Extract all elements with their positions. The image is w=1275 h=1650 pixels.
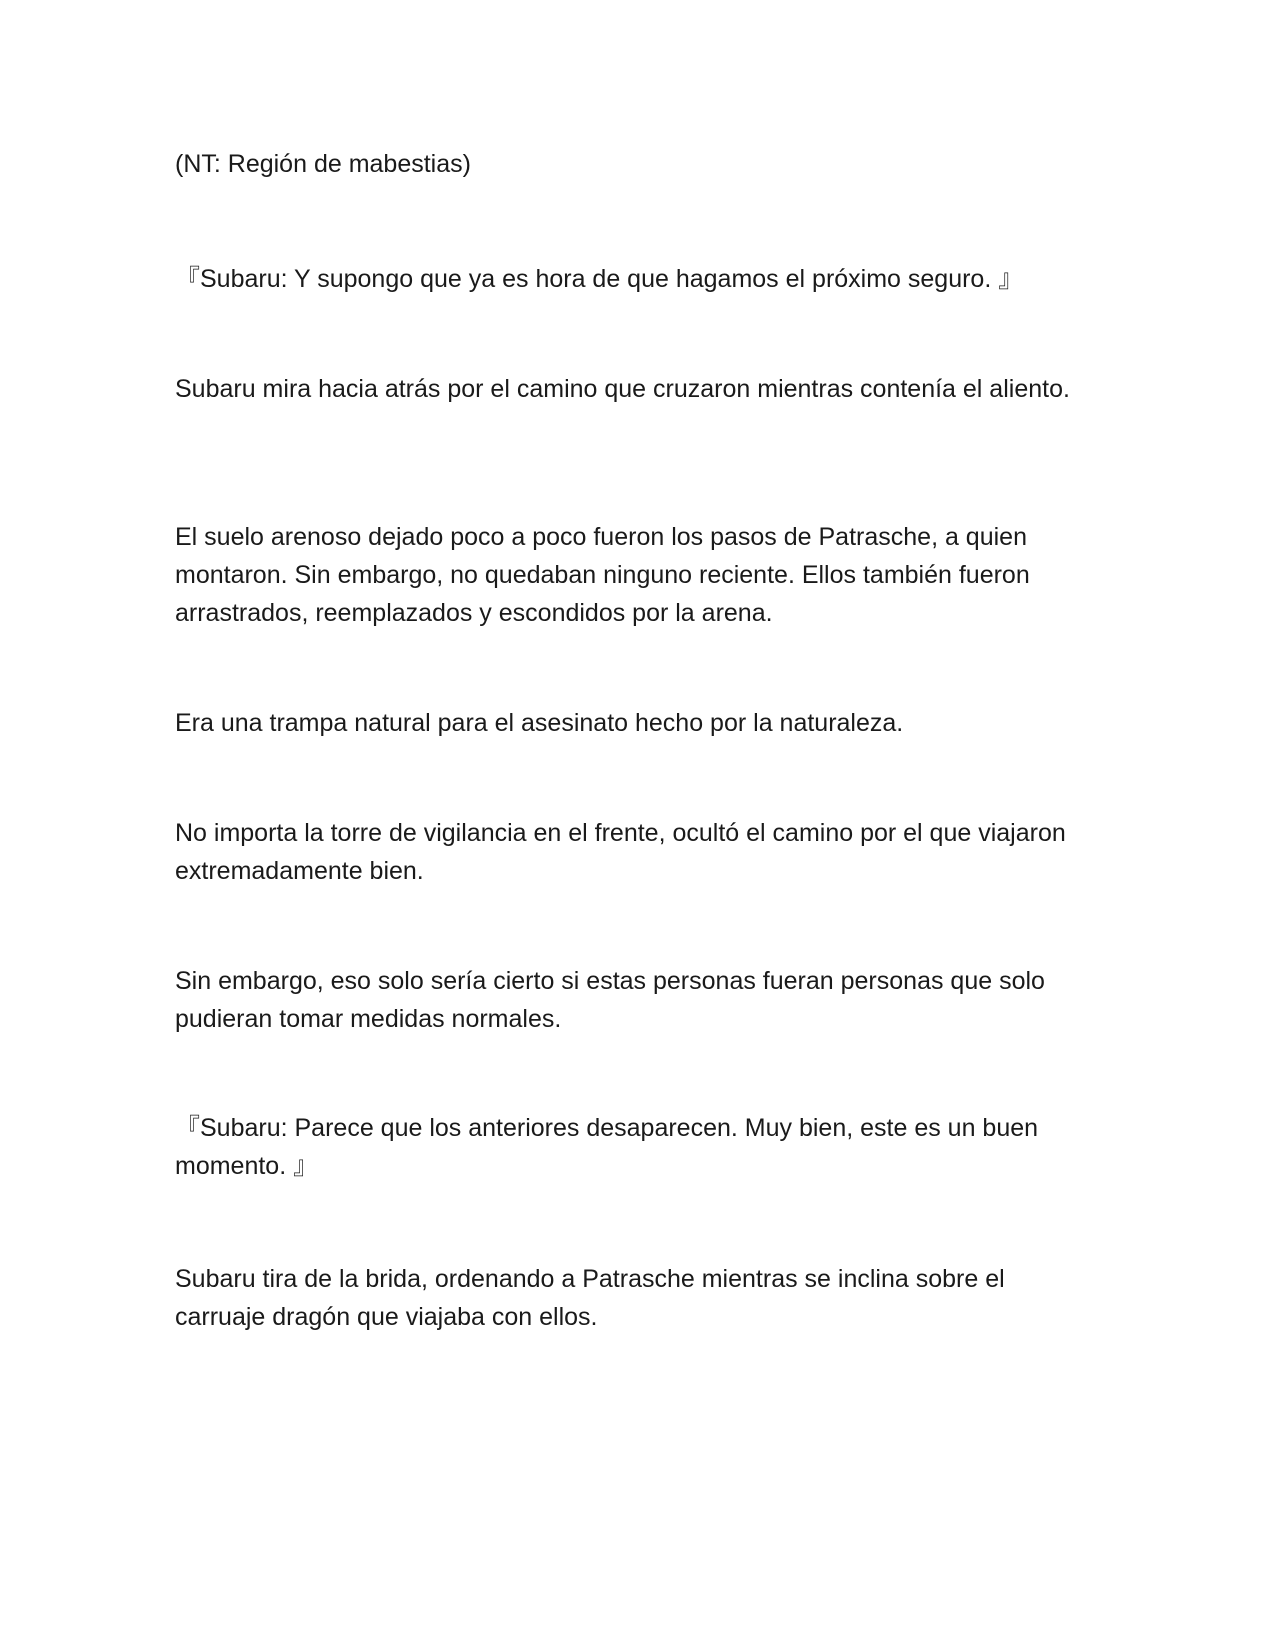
narrative-paragraph: Subaru tira de la brida, ordenando a Patrasche mientras se inclina sobre el carruaje dragón que viajaba con ellos. — [175, 1265, 1005, 1331]
dialogue-paragraph: 『Subaru: Y supongo que ya es hora de que hagamos el próximo seguro. 』 — [175, 265, 1024, 293]
narrative-paragraph: Subaru mira hacia atrás por el camino que cruzaron mientras contenía el aliento. — [175, 375, 1070, 403]
narrative-paragraph: No importa la torre de vigilancia en el frente, ocultó el camino por el que viajaron extremadamente bien. — [175, 819, 1066, 885]
dialogue-paragraph: 『Subaru: Parece que los anteriores desaparecen. Muy bien, este es un buen momento. 』 — [175, 1114, 1039, 1180]
narrative-paragraph: Sin embargo, eso solo sería cierto si estas personas fueran personas que solo pudieran tomar medidas normales. — [175, 967, 1045, 1033]
narrative-paragraph: Era una trampa natural para el asesinato hecho por la naturaleza. — [175, 709, 904, 737]
narrative-paragraph: El suelo arenoso dejado poco a poco fueron los pasos de Patrasche, a quien montaron. Sin embargo, no quedaban ninguno reciente. Ellos también fueron arrastrados, reemplazados y escondidos por la arena. — [175, 523, 1030, 627]
translator-note: (NT: Región de mabestias) — [175, 150, 471, 178]
